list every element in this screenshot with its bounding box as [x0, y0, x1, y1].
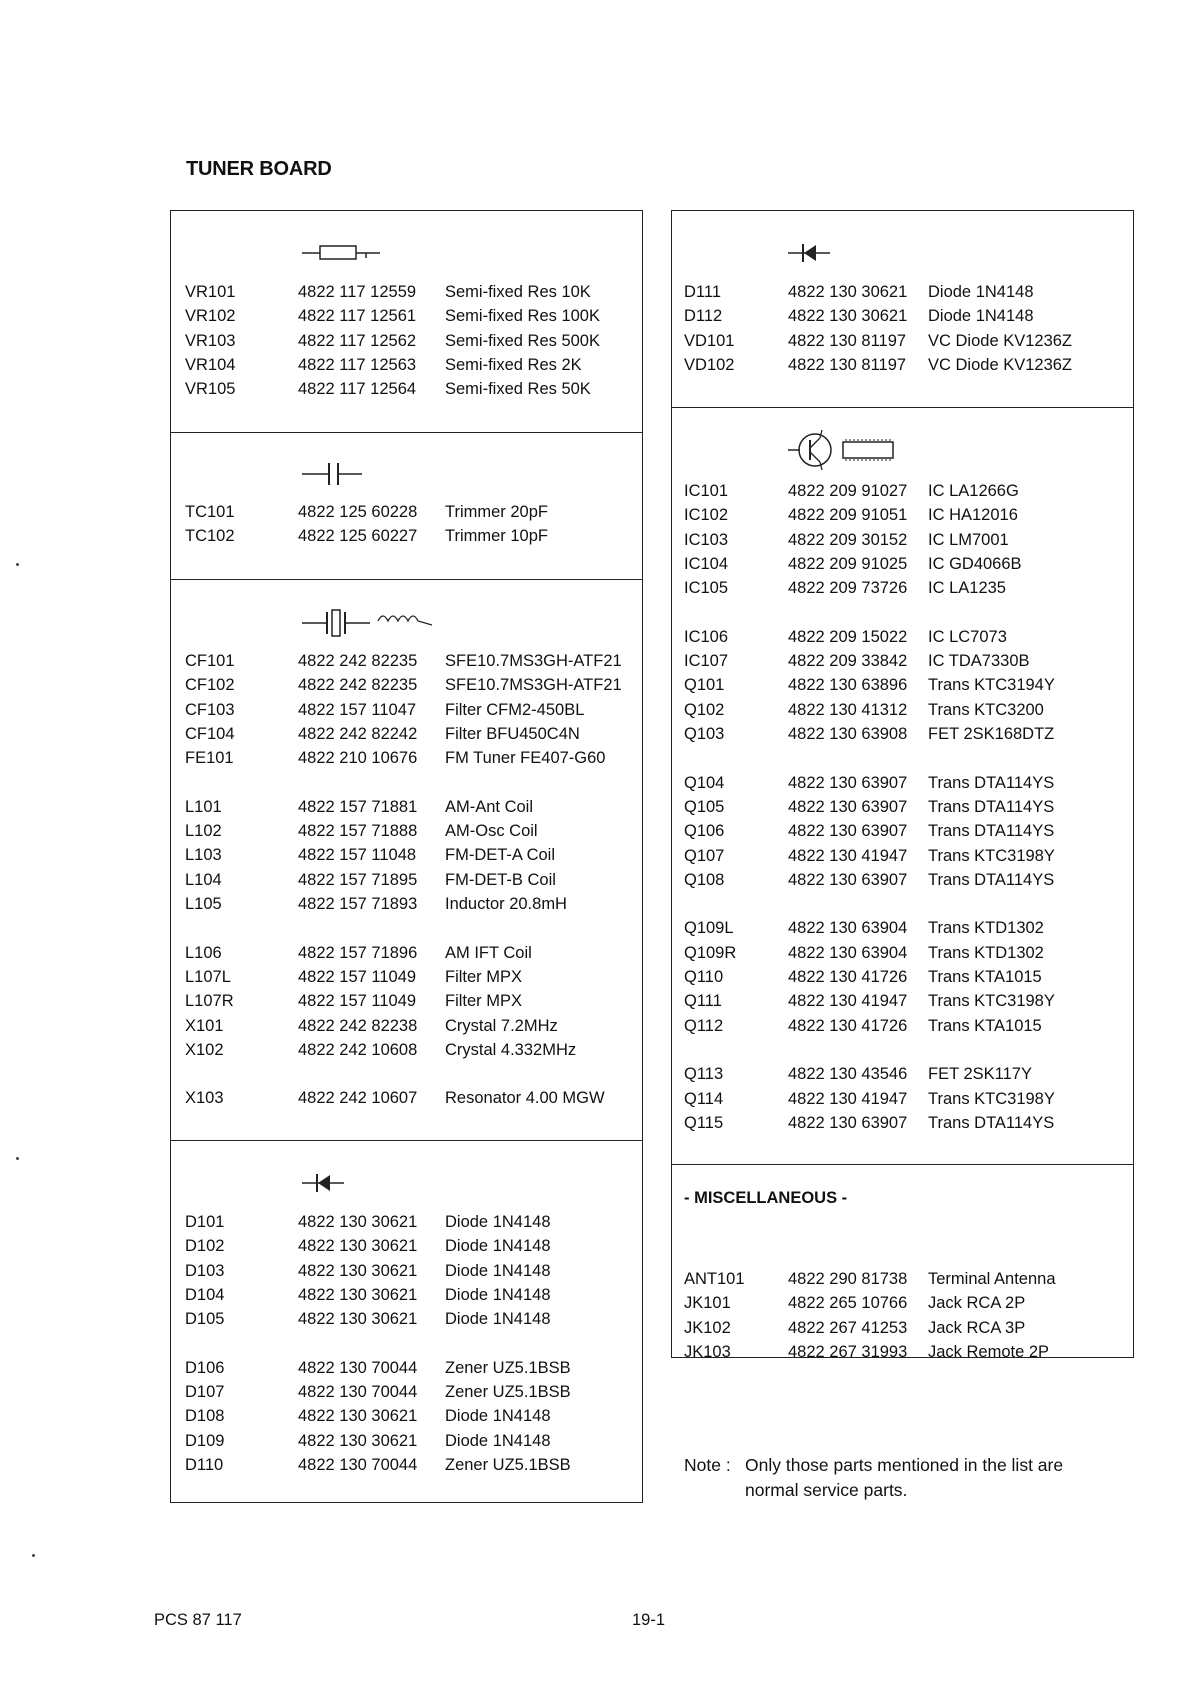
part-description: Diode 1N4148 [928, 307, 1034, 326]
ref-designator: D110 [185, 1456, 224, 1474]
part-number: 4822 130 41947 [788, 992, 908, 1011]
ref-designator: Q112 [684, 1016, 724, 1035]
ref-designator: L101 [185, 797, 222, 816]
part-number: 4822 209 30152 [788, 530, 908, 549]
part-number: 4822 130 63907 [788, 773, 908, 792]
section-ics-transistors [672, 408, 1133, 1165]
part-description: Resonator 4.00 MGW [445, 1089, 605, 1108]
part-number: 4822 130 41312 [788, 700, 908, 719]
part-number: 4822 130 63904 [788, 919, 908, 938]
part-description: Semi-fixed Res 100K [445, 307, 600, 326]
ref-designator: D108 [185, 1407, 225, 1426]
part-description: FET 2SK168DTZ [928, 725, 1055, 743]
part-description: FM Tuner FE407-G60 [445, 749, 606, 768]
document-code: PCS 87 117 [154, 1611, 242, 1629]
ref-designator: VR103 [185, 331, 236, 350]
part-number: 4822 157 11047 [298, 700, 417, 719]
part-number: 4822 130 63896 [788, 676, 908, 695]
part-number: 4822 117 12561 [298, 307, 417, 326]
part-number: 4822 242 82242 [298, 724, 418, 743]
part-description: Diode 1N4148 [445, 1237, 551, 1256]
part-number: 4822 130 63904 [788, 943, 908, 962]
part-number: 4822 130 30621 [298, 1285, 418, 1304]
part-number: 4822 267 31993 [788, 1342, 908, 1361]
part-description: Trans DTA114YS [928, 822, 1055, 841]
section-diodes-varicap [672, 211, 1133, 408]
part-description: Trans KTA1015 [928, 968, 1042, 986]
part-description: Inductor 20.8mH [445, 895, 567, 913]
ref-designator: TC102 [185, 527, 235, 546]
part-description: IC LM7001 [928, 530, 1009, 549]
part-number: 4822 209 91025 [788, 554, 908, 573]
ref-designator: JK103 [684, 1342, 731, 1361]
ref-designator: D104 [185, 1285, 225, 1304]
part-number: 4822 265 10766 [788, 1294, 908, 1313]
ref-designator: VR101 [185, 283, 236, 301]
part-description: IC LC7073 [928, 627, 1007, 646]
ref-designator: D101 [185, 1213, 225, 1231]
part-description: Trimmer 10pF [445, 527, 548, 546]
ref-designator: VR102 [185, 307, 236, 326]
part-description: Diode 1N4148 [445, 1261, 551, 1280]
part-number: 4822 130 70044 [298, 1456, 418, 1474]
ref-designator: Q115 [684, 1113, 724, 1132]
note-line-1: Only those parts mentioned in the list are [745, 1455, 1064, 1475]
crystal-coil-icon [302, 604, 452, 638]
ref-designator: VD102 [684, 355, 735, 374]
ref-designator: Q110 [684, 968, 724, 986]
part-description: IC GD4066B [928, 554, 1022, 573]
part-description: Trans KTC3198Y [928, 1089, 1055, 1108]
part-number: 4822 130 41947 [788, 1089, 908, 1108]
ref-designator: D103 [185, 1261, 225, 1280]
ref-designator: D112 [684, 307, 723, 326]
part-description: Jack RCA 3P [928, 1318, 1026, 1337]
right-parts-panel [671, 210, 1134, 1361]
part-description: Trans DTA114YS [928, 870, 1055, 889]
ref-designator: L103 [185, 846, 222, 865]
part-number: 4822 130 81197 [788, 355, 907, 374]
part-description: Terminal Antenna [928, 1270, 1056, 1288]
part-description: Filter CFM2-450BL [445, 700, 585, 719]
part-number: 4822 130 30621 [298, 1213, 418, 1231]
part-number: 4822 130 30621 [788, 307, 908, 326]
ref-designator: L106 [185, 943, 222, 962]
diode-icon [788, 241, 838, 265]
part-description: Diode 1N4148 [928, 283, 1034, 301]
part-number: 4822 117 12559 [298, 283, 417, 301]
ref-designator: X101 [185, 1016, 224, 1035]
part-description: Trans KTC3198Y [928, 846, 1055, 865]
part-number: 4822 157 71893 [298, 895, 418, 913]
ref-designator: Q109L [684, 919, 734, 938]
ref-designator: L102 [185, 822, 222, 841]
section-trimmers [171, 433, 642, 580]
ref-designator: D107 [185, 1383, 225, 1402]
ref-designator: Q111 [684, 992, 722, 1011]
part-description: Zener UZ5.1BSB [445, 1358, 571, 1377]
part-number: 4822 157 11048 [298, 846, 417, 865]
ref-designator: Q108 [684, 870, 725, 889]
ref-designator: IC105 [684, 579, 729, 598]
part-number: 4822 130 43546 [788, 1065, 908, 1084]
page-title: TUNER BOARD [186, 158, 332, 180]
part-description: FM-DET-A Coil [445, 846, 556, 865]
ref-designator: L104 [185, 870, 222, 889]
section-filters-coils [171, 580, 642, 1141]
ref-designator: VR105 [185, 380, 236, 399]
ref-designator: Q102 [684, 700, 725, 719]
part-description: Trans DTA114YS [928, 797, 1055, 816]
part-number: 4822 130 81197 [788, 331, 907, 350]
part-number: 4822 130 30621 [298, 1310, 418, 1329]
ref-designator: Q101 [684, 676, 725, 695]
part-description: Diode 1N4148 [445, 1285, 551, 1304]
note-line-2: normal service parts. [745, 1480, 908, 1500]
part-description: Trans KTC3194Y [928, 676, 1055, 695]
ref-designator: CF102 [185, 676, 235, 695]
part-number: 4822 130 30621 [298, 1261, 418, 1280]
part-description: Jack RCA 2P [928, 1294, 1026, 1313]
part-description: FM-DET-B Coil [445, 870, 556, 889]
part-description: Trimmer 20pF [445, 503, 548, 521]
diode-icon [302, 1171, 352, 1195]
part-description: Trans KTC3198Y [928, 992, 1055, 1011]
part-description: Trans KTC3200 [928, 700, 1044, 719]
ref-designator: ANT101 [684, 1270, 745, 1288]
part-number: 4822 242 82235 [298, 676, 418, 695]
part-number: 4822 130 63907 [788, 1113, 908, 1132]
part-number: 4822 130 70044 [298, 1358, 418, 1377]
ref-designator: Q113 [684, 1065, 724, 1084]
ref-designator: Q114 [684, 1089, 724, 1108]
part-description: Filter MPX [445, 992, 523, 1011]
part-description: IC LA1266G [928, 482, 1019, 500]
scan-speck [16, 563, 19, 566]
misc-heading: - MISCELLANEOUS - [684, 1189, 848, 1207]
part-description: Filter MPX [445, 967, 523, 986]
part-number: 4822 130 41726 [788, 1016, 908, 1035]
part-number: 4822 157 71881 [298, 797, 418, 816]
part-description: IC HA12016 [928, 506, 1018, 525]
ref-designator: Q103 [684, 725, 725, 743]
part-number: 4822 130 30621 [298, 1407, 418, 1426]
left-parts-panel [170, 210, 643, 1503]
ref-designator: VD101 [684, 331, 735, 350]
part-number: 4822 130 70044 [298, 1383, 418, 1402]
ref-designator: JK101 [684, 1294, 731, 1313]
part-number: 4822 209 33842 [788, 652, 908, 671]
part-number: 4822 130 63907 [788, 797, 908, 816]
part-description: Semi-fixed Res 10K [445, 283, 591, 301]
section-diodes [171, 1141, 642, 1504]
ref-designator: Q105 [684, 797, 725, 816]
part-number: 4822 210 10676 [298, 749, 418, 768]
part-description: Trans KTD1302 [928, 943, 1044, 962]
section-resistors [171, 211, 642, 433]
part-number: 4822 209 91027 [788, 482, 908, 500]
note-label: Note : [684, 1455, 731, 1475]
ref-designator: IC101 [684, 482, 729, 500]
part-description: SFE10.7MS3GH-ATF21 [445, 676, 622, 695]
part-number: 4822 130 30621 [298, 1431, 418, 1450]
part-description: SFE10.7MS3GH-ATF21 [445, 652, 622, 670]
part-description: Zener UZ5.1BSB [445, 1383, 571, 1402]
ref-designator: CF101 [185, 652, 235, 670]
ref-designator: IC102 [684, 506, 729, 525]
part-description: Crystal 4.332MHz [445, 1040, 577, 1059]
part-description: Trans KTA1015 [928, 1016, 1042, 1035]
part-number: 4822 157 71895 [298, 870, 418, 889]
part-description: Diode 1N4148 [445, 1431, 551, 1450]
part-number: 4822 242 10608 [298, 1040, 418, 1059]
part-description: Diode 1N4148 [445, 1407, 551, 1426]
part-description: Semi-fixed Res 50K [445, 380, 591, 399]
part-description: Jack Remote 2P [928, 1342, 1050, 1361]
ref-designator: X102 [185, 1040, 224, 1059]
ref-designator: Q107 [684, 846, 725, 865]
ref-designator: D106 [185, 1358, 225, 1377]
part-description: VC Diode KV1236Z [928, 331, 1072, 350]
part-number: 4822 117 12562 [298, 331, 417, 350]
part-number: 4822 125 60227 [298, 527, 418, 546]
part-number: 4822 209 15022 [788, 627, 908, 646]
ref-designator: IC104 [684, 554, 729, 573]
part-number: 4822 242 82235 [298, 652, 418, 670]
part-description: IC TDA7330B [928, 652, 1030, 671]
part-number: 4822 117 12563 [298, 355, 417, 374]
part-description: Diode 1N4148 [445, 1213, 551, 1231]
part-number: 4822 242 10607 [298, 1089, 418, 1108]
ref-designator: IC107 [684, 652, 729, 671]
part-number: 4822 157 71896 [298, 943, 418, 962]
part-number: 4822 209 73726 [788, 579, 908, 598]
ref-designator: CF103 [185, 700, 235, 719]
part-description: VC Diode KV1236Z [928, 355, 1072, 374]
part-number: 4822 290 81738 [788, 1270, 908, 1288]
part-number: 4822 117 12564 [298, 380, 417, 399]
transistor-ic-icon [788, 428, 908, 472]
ref-designator: JK102 [684, 1318, 731, 1337]
part-description: Trans DTA114YS [928, 773, 1055, 792]
ref-designator: D111 [684, 283, 721, 301]
part-description: FET 2SK117Y [928, 1065, 1032, 1084]
part-number: 4822 130 30621 [788, 283, 908, 301]
resistor-icon [302, 241, 382, 263]
capacitor-icon [302, 459, 372, 489]
part-number: 4822 157 71888 [298, 822, 418, 841]
part-description: Zener UZ5.1BSB [445, 1456, 571, 1474]
part-number: 4822 209 91051 [788, 506, 908, 525]
ref-designator: FE101 [185, 749, 234, 768]
ref-designator: IC106 [684, 627, 729, 646]
ref-designator: L107L [185, 967, 231, 986]
ref-designator: IC103 [684, 530, 729, 549]
ref-designator: CF104 [185, 724, 235, 743]
part-number: 4822 130 63907 [788, 822, 908, 841]
part-description: Diode 1N4148 [445, 1310, 551, 1329]
part-number: 4822 130 63908 [788, 725, 908, 743]
part-description: Filter BFU450C4N [445, 724, 580, 743]
part-number: 4822 157 11049 [298, 967, 417, 986]
page-number: 19-1 [632, 1611, 666, 1629]
ref-designator: Q109R [684, 943, 737, 962]
ref-designator: L105 [185, 895, 222, 913]
ref-designator: TC101 [185, 503, 235, 521]
part-description: Trans DTA114YS [928, 1113, 1055, 1132]
part-description: AM-Ant Coil [445, 797, 534, 816]
ref-designator: D105 [185, 1310, 225, 1329]
part-description: Trans KTD1302 [928, 919, 1044, 938]
ref-designator: Q106 [684, 822, 725, 841]
ref-designator: L107R [185, 992, 234, 1011]
part-description: IC LA1235 [928, 579, 1006, 598]
scan-speck [32, 1554, 35, 1557]
scan-speck [16, 1157, 19, 1160]
part-number: 4822 130 41947 [788, 846, 908, 865]
ref-designator: Q104 [684, 773, 725, 792]
ref-designator: D109 [185, 1431, 225, 1450]
part-description: AM IFT Coil [445, 943, 532, 962]
ref-designator: VR104 [185, 355, 236, 374]
part-number: 4822 130 41726 [788, 968, 908, 986]
part-description: AM-Osc Coil [445, 822, 538, 841]
part-description: Semi-fixed Res 500K [445, 331, 600, 350]
section-miscellaneous [672, 1165, 1133, 1361]
part-number: 4822 130 63907 [788, 870, 908, 889]
ref-designator: X103 [185, 1089, 224, 1108]
part-description: Semi-fixed Res 2K [445, 355, 582, 374]
part-number: 4822 267 41253 [788, 1318, 908, 1337]
part-number: 4822 125 60228 [298, 503, 418, 521]
part-number: 4822 130 30621 [298, 1237, 418, 1256]
ref-designator: D102 [185, 1237, 225, 1256]
part-number: 4822 157 11049 [298, 992, 417, 1011]
part-number: 4822 242 82238 [298, 1016, 418, 1035]
part-description: Crystal 7.2MHz [445, 1016, 558, 1035]
